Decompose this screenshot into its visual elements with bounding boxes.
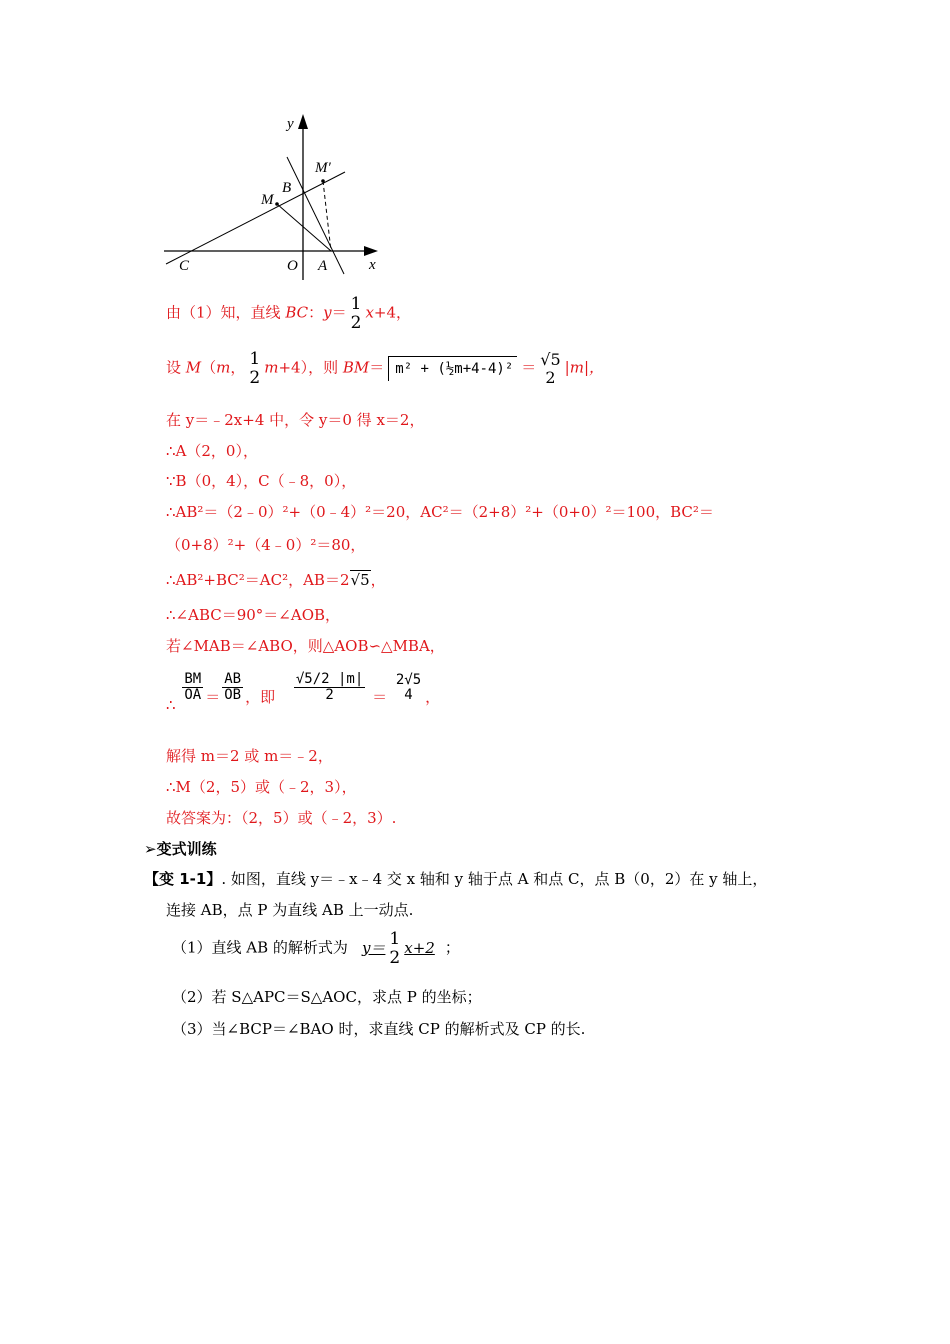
solution-line-14: 故答案为：（2，5）或（﹣2，3）. (166, 809, 397, 827)
text: ， (370, 571, 386, 589)
text: 由（1）知，直线 (166, 303, 286, 322)
text: ∴ (166, 695, 176, 714)
solution-line-2 (166, 350, 604, 387)
point-m-prime (321, 179, 325, 183)
text: 设 (166, 358, 186, 377)
solution-line-4: ∴A（2，0）， (166, 442, 258, 460)
text: ＝ (521, 358, 537, 377)
label-c: C (179, 258, 190, 274)
solution-line-5: ∵B（0，4），C（﹣8，0）， (166, 472, 357, 490)
label-b: B (282, 180, 292, 196)
question-3: （3）当∠BCP＝∠BAO 时，求直线 CP 的解析式及 CP 的长. (172, 1020, 586, 1038)
section-title: ➢变式训练 (144, 840, 217, 858)
numerator: 1 (389, 929, 401, 949)
text: ＝ (331, 303, 347, 322)
text: ∴AB²+BC²＝AC²，AB＝2 (166, 571, 350, 589)
label-y: y (287, 116, 294, 132)
text: +4），则 (278, 358, 343, 377)
line-bc (166, 172, 345, 264)
sqrt: √5 (350, 571, 370, 589)
fraction (387, 930, 402, 967)
solution-line-8 (166, 570, 386, 590)
solution-line-12: 解得 m＝2 或 m＝﹣2， (166, 747, 333, 765)
problem-tag: 【变 1-1】 (144, 870, 222, 888)
numerator: BM (184, 671, 202, 687)
radicand: 5 (360, 571, 370, 589)
text: y＝ (361, 938, 386, 957)
numerator: 1 (249, 349, 261, 369)
radical-expression: m² + (½m+4-4)² (388, 356, 517, 381)
numerator: 2√5 (395, 671, 422, 688)
fraction (538, 351, 562, 386)
fraction (247, 350, 262, 387)
fraction-bm-oa (182, 672, 203, 704)
text: ， (230, 358, 246, 377)
solution-line-9: ∴∠ABC＝90°＝∠AOB， (166, 606, 341, 624)
text: ＝ (369, 358, 385, 377)
label-m-prime: M′ (315, 160, 331, 176)
problem-line-1 (144, 869, 767, 889)
text: ，即 (245, 687, 276, 706)
x-axis-arrow (364, 246, 378, 256)
problem-text: . 如图，直线 y＝﹣x﹣4 交 x 轴和 y 轴于点 A 和点 C，点 B（0，2）在 y 轴上， (221, 870, 768, 888)
text: |m|， (564, 358, 605, 377)
denominator: OB (224, 687, 242, 704)
denominator: 4 (404, 686, 413, 703)
denominator: 2 (545, 367, 556, 387)
solution-line-3: 在 y＝﹣2x+4 中，令 y＝0 得 x＝2， (166, 411, 425, 429)
text: M (185, 358, 202, 377)
solution-line-11 (166, 672, 440, 715)
denominator: 2 (249, 367, 261, 388)
fraction-ab-ob (222, 672, 243, 704)
line-ma (277, 204, 331, 251)
denominator: OA (184, 687, 202, 704)
text: （1）直线 AB 的解析式为 (172, 938, 348, 957)
numerator: √5/2 |m| (295, 671, 364, 687)
label-o: O (287, 258, 298, 274)
text: ； (444, 938, 460, 957)
solution-line-1 (166, 295, 411, 332)
problem-line-2: 连接 AB，点 P 为直线 AB 上一动点. (166, 901, 414, 919)
coordinate-figure (160, 112, 390, 282)
text: +4， (373, 303, 412, 322)
text: ＝ (372, 687, 388, 706)
denominator: 2 (294, 687, 365, 703)
question-1 (172, 930, 460, 967)
denominator: 2 (389, 947, 401, 968)
text: BC (285, 303, 309, 322)
numerator: 1 (350, 294, 362, 314)
text: ： (308, 303, 324, 322)
fraction-2sqrt5-over-4 (394, 673, 423, 704)
solution-line-10: 若∠MAB＝∠ABO，则△AOB∽△MBA， (166, 637, 445, 655)
text: ， (425, 687, 441, 706)
solution-line-13: ∴M（2，5）或（﹣2，3）， (166, 778, 357, 796)
text: x (365, 303, 374, 322)
fraction-sqrt5-m-over-2 (294, 672, 365, 704)
text: x+2 (404, 938, 435, 957)
line-m-prime-a (323, 181, 331, 251)
label-m: M (261, 192, 274, 208)
answer-blank (348, 929, 445, 968)
text: m (264, 358, 279, 377)
point-m (275, 202, 279, 206)
fraction (349, 295, 364, 332)
label-x: x (369, 257, 376, 273)
solution-line-6: ∴AB²＝（2﹣0）²+（0﹣4）²＝20，AC²＝（2+8）²+（0+0）²＝100，BC²＝ (166, 503, 714, 521)
text: y (323, 303, 332, 322)
solution-line-7: （0+8）²+（4﹣0）²＝80， (166, 536, 366, 554)
denominator: 2 (350, 312, 362, 333)
text: m (216, 358, 231, 377)
text: （ (201, 358, 217, 377)
question-2: （2）若 S△APC＝S△AOC，求点 P 的坐标； (172, 988, 482, 1006)
text: BM (342, 358, 370, 377)
text: ＝ (205, 687, 221, 706)
y-axis-arrow (298, 114, 308, 129)
label-a: A (318, 258, 328, 274)
numerator: √5 (540, 350, 561, 370)
numerator: AB (224, 671, 242, 687)
